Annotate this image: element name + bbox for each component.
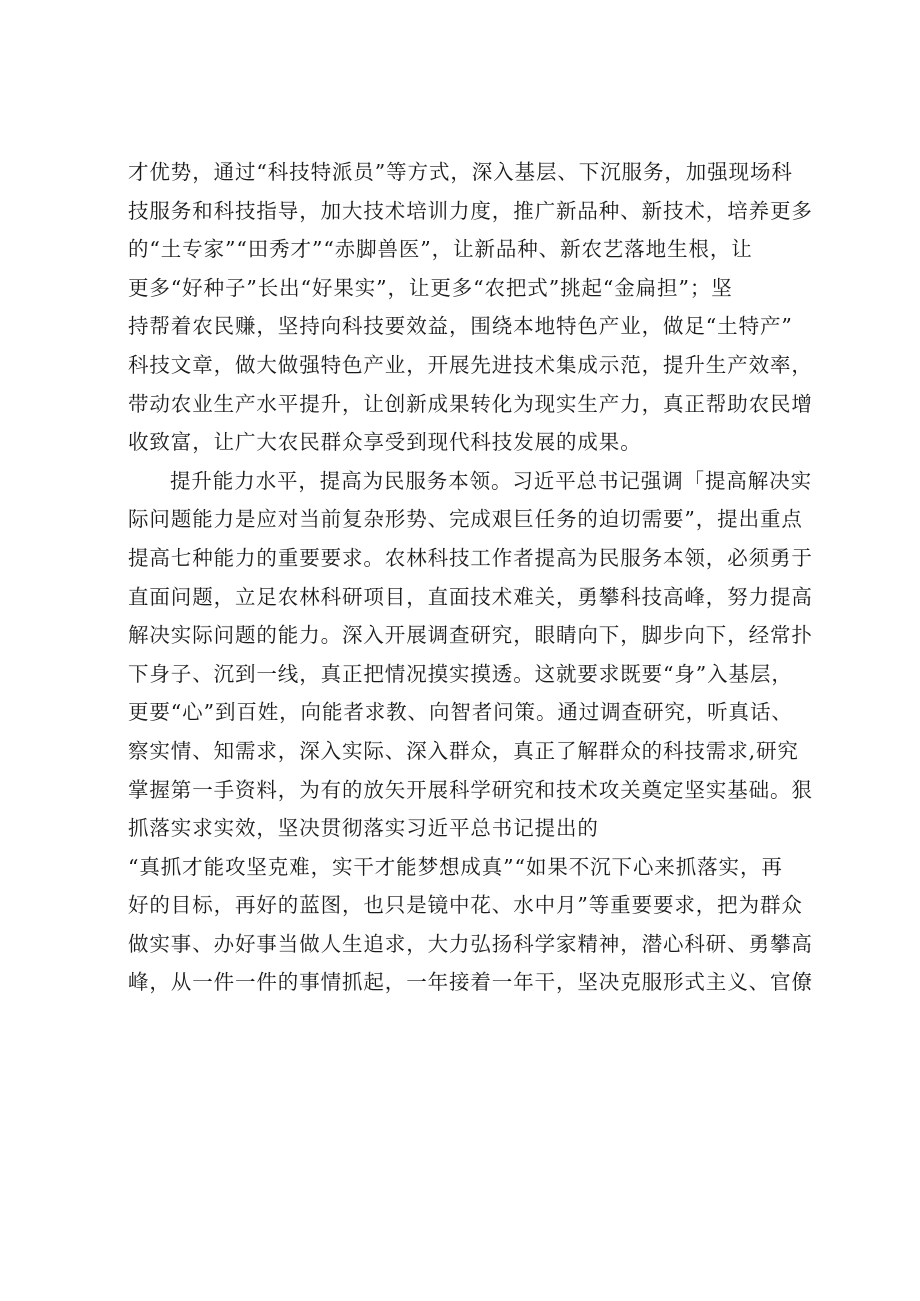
text-line: 抓落实求实效，坚决贯彻落实习近平总书记提出的 bbox=[128, 816, 599, 841]
text-line: 更要“心”到百姓，向能者求教、向智者问策。通过调查研究，听真话、 bbox=[128, 700, 793, 725]
paragraph-start-line: 提升能力水平，提高为民服务本领。习近平总书记强调「提高解决实 bbox=[170, 468, 812, 493]
text-line: 技服务和科技指导，加大技术培训力度，推广新品种、新技术，培养更多 bbox=[128, 198, 813, 223]
text-line: 带动农业生产水平提升，让创新成果转化为现实生产力，真正帮助农民增 bbox=[128, 391, 813, 416]
text-line: 科技文章，做大做强特色产业，开展先进技术集成示范，提升生产效率， bbox=[128, 352, 813, 377]
text-line: 持帮着农民赚，坚持向科技要效益，围绕本地特色产业，做足“土特产” bbox=[128, 314, 793, 339]
text-line: 收致富，让广大农民群众享受到现代科技发展的成果。 bbox=[128, 430, 642, 455]
text-line: 的“土专家”“田秀才”“赤脚兽医”，让新品种、新农艺落地生根，让 bbox=[128, 237, 753, 262]
text-line: 下身子、沉到一线，真正把情况摸实摸透。这就要求既要“身”入基层， bbox=[128, 661, 793, 686]
text-line: 才优势，通过“科技特派员”等方式，深入基层、下沉服务，加强现场科 bbox=[128, 160, 793, 184]
body-text bbox=[128, 153, 813, 1002]
text-line: 好的目标，再好的蓝图，也只是镜中花、水中月”等重要要求，把为群众 bbox=[128, 893, 803, 918]
text-line: “真抓才能攻坚克难，实干才能梦想成真”“如果不沉下心来抓落实，再 bbox=[128, 854, 783, 879]
text-line: 掌握第一手资料，为有的放矢开展科学研究和技术攻关奠定坚实基础。狠 bbox=[128, 777, 813, 802]
text-line: 做实事、办好事当做人生追求，大力弘扬科学家精神，潜心科研、勇攀高 bbox=[128, 931, 813, 956]
text-line: 察实情、知需求，深入实际、深入群众，真正了解群众的科技需求,研究 bbox=[128, 738, 799, 763]
text-line: 提高七种能力的重要要求。农林科技工作者提高为民服务本领，必须勇于 bbox=[128, 545, 813, 570]
text-line: 更多“好种子”长出“好果实”，让更多“农把式”挑起“金扁担”；坚 bbox=[128, 275, 733, 300]
text-line: 际问题能力是应对当前复杂形势、完成艰巨任务的迫切需要”，提出重点 bbox=[128, 507, 803, 532]
text-line: 直面问题，立足农林科研项目，直面技术难关，勇攀科技高峰，努力提高 bbox=[128, 584, 813, 609]
text-line: 峰，从一件一件的事情抓起，一年接着一年干，坚决克服形式主义、官僚 bbox=[128, 970, 813, 995]
text-line: 解决实际问题的能力。深入开展调查研究，眼睛向下，脚步向下，经常扑 bbox=[128, 623, 813, 648]
